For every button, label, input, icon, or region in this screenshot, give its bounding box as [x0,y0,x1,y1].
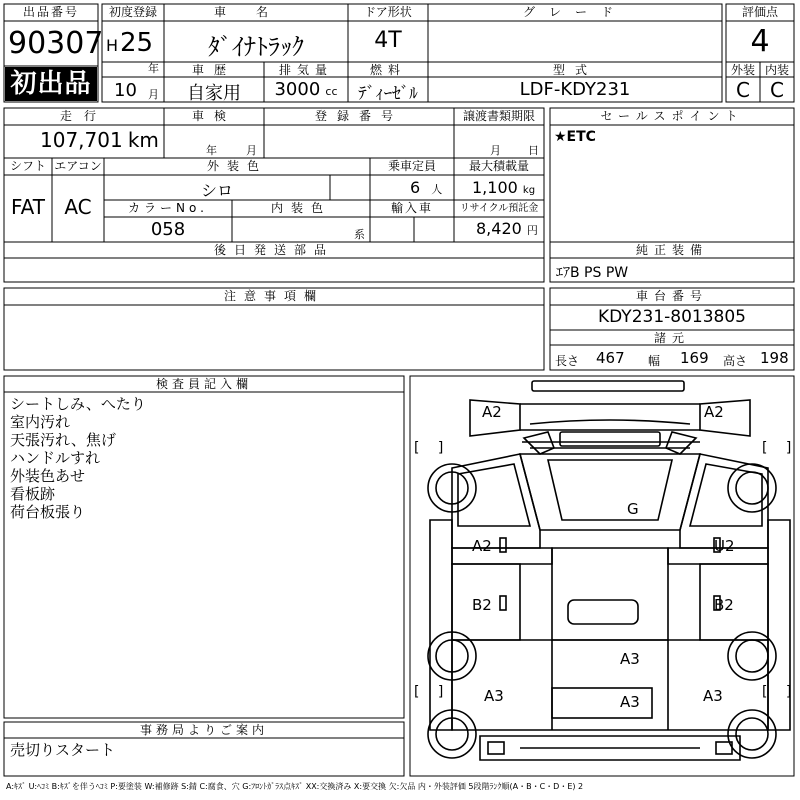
damage-mark: U2 [714,537,735,555]
fuel-label: 燃料 [369,63,406,77]
fuel: ﾃﾞｨｰｾﾞﾙ [358,84,418,104]
exterior-grade: C [736,78,750,102]
sales-points: ★ETC [554,129,596,145]
interior-grade: C [770,78,784,102]
recycle-label: リサイクル預託金 [459,203,539,214]
model: LDF-KDY231 [519,79,631,100]
genuine-equipment-label: 純正装備 [635,243,708,257]
inspector-note: 外装色あせ [10,467,86,485]
door-type: 4T [374,28,402,53]
inspection-label: 車検 [191,109,236,123]
damage-mark: A2 [472,537,492,555]
length: 467 [596,349,625,367]
capacity-label: 乗車定員 [387,159,436,173]
model-label: 型式 [552,63,597,77]
max-load-label: 最大積載量 [468,159,529,173]
transfer-deadline-label: 譲渡書類期限 [462,109,535,123]
diagram-bracket: [ ] [414,684,444,700]
dimensions-label: 諸元 [653,331,690,345]
exterior-color-label: 外装色 [206,159,267,173]
capacity-unit: 人 [431,183,443,196]
capacity-value: 6 [410,178,421,197]
height-label: 高さ [723,354,748,368]
recycle-fee-value: 8,420 [476,219,522,238]
damage-mark: B2 [714,596,734,614]
score-label: 評価点 [741,5,778,19]
score: 4 [750,24,770,59]
inspection-year-unit: 年 [206,144,217,157]
import-label: 輸入車 [390,201,433,215]
max-load-unit: kg [522,185,536,196]
genuine-equipment: ｴｱB PS PW [556,265,629,281]
height: 198 [760,349,789,367]
inspection-month-unit: 月 [246,144,257,157]
damage-mark: A2 [704,403,724,421]
office-notice: 売切りスタート [10,741,116,759]
chassis-number-label: 車台番号 [635,289,708,303]
diagram-bracket: [ ] [762,440,792,456]
color-number-label: カラーNo. [128,201,208,215]
inspector-notes-label: 検査員記入欄 [155,377,252,391]
sales-points-label: セールスポイント [600,109,744,123]
first-registration-month-unit: 月 [148,88,159,101]
damage-legend: A:ｷｽﾞ U:ﾍｺﾐ B:ｷｽﾞを伴うﾍｺﾐ P:要塗装 W:補修跡 S:錆 C:腐食、穴 G:ﾌﾛﾝﾄｶﾞﾗｽ点ｷｽﾞ XX:交換済み X:要交換 欠:欠品 内・外装評価 5段階ﾗﾝｸ順(A・B・C・D・E) 2 [6,782,584,791]
exterior-color: シロ [200,181,233,200]
first-registration-label: 初度登録 [108,5,157,19]
damage-mark: A3 [484,687,504,705]
damage-mark: A3 [703,687,723,705]
chassis-number: KDY231-8013805 [598,307,746,327]
transfer-day-unit: 日 [528,144,539,157]
first-registration-month: 10 [114,80,137,101]
registration-label: 登録番号 [314,109,403,123]
notes-label: 注意事項欄 [223,289,324,303]
interior-color-label: 内装色 [270,201,331,215]
interior-color-unit: 系 [354,228,365,241]
aircon: AC [64,195,92,219]
mileage-unit: km [127,128,159,152]
inspector-note: シートしみ、へたり [10,395,146,413]
displacement-label: 排気量 [278,63,333,77]
grade-label: グレード [522,5,627,19]
shift-label: シフト [9,159,46,173]
length-label: 長さ [555,354,580,368]
interior-grade-label: 内装 [764,63,789,77]
diagram-bracket: [ ] [414,440,444,456]
door-type-label: ドア形状 [364,5,412,19]
displacement-unit: cc [325,85,338,98]
width: 169 [680,349,709,367]
recycle-fee-unit: 円 [526,224,538,237]
history-label: 車歴 [191,63,236,77]
diagram-bracket: [ ] [762,684,792,700]
inspector-note: 天張汚れ、焦げ [10,431,116,449]
lot-number: 90307 [8,26,104,61]
history: 自家用 [187,83,241,104]
damage-mark: A3 [620,693,640,711]
aircon-label: エアコン [54,159,102,173]
color-number: 058 [150,219,186,240]
car-name-label: 車名 [213,5,298,19]
mileage-value: 107,701 [40,128,123,152]
width-label: 幅 [648,354,661,368]
inspector-note: ハンドルすれ [10,449,101,467]
max-load-value: 1,100 [472,178,518,197]
damage-mark: A3 [620,650,640,668]
displacement-value: 3000 [274,79,321,100]
damage-mark: A2 [482,403,502,421]
inspector-note: 看板跡 [10,485,56,503]
office-notice-label: 事務局よりご案内 [139,723,268,737]
transfer-month-unit: 月 [490,144,501,157]
lot-number-label: 出品番号 [22,5,79,19]
exterior-grade-label: 外装 [730,63,755,77]
inspector-note: 室内汚れ [10,413,71,431]
shift: FAT [10,195,45,219]
first-registration-era: H [106,36,119,55]
damage-mark: B2 [472,596,492,614]
inspector-note: 荷台板張り [10,503,86,521]
first-listing-badge: 初出品 [5,67,97,101]
first-registration-year: 25 [120,28,154,58]
first-registration-year-unit: 年 [148,62,159,75]
mileage-label: 走行 [59,109,108,123]
car-name: ﾀﾞｲﾅﾄﾗｯｸ [208,33,304,61]
damage-mark: G [627,500,639,518]
later-parts-label: 後日発送部品 [213,243,334,257]
